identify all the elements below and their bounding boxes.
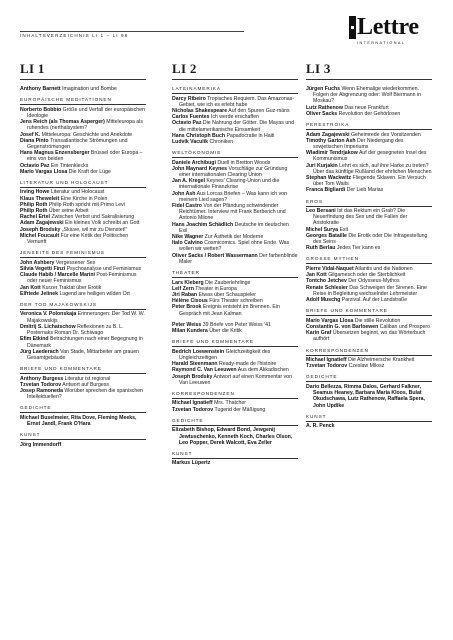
entry-title: Größe und Verfall der europäischen Ideologie (27, 106, 145, 119)
entry-author: Jürg Laederach (20, 348, 59, 355)
toc-entry (306, 423, 432, 429)
toc-entry (306, 297, 432, 303)
toc-section (20, 432, 146, 448)
toc-section (306, 374, 432, 408)
entry-title: Eine Kirche in Polen (59, 195, 108, 202)
entry-author: Milan Kundera (172, 328, 208, 334)
entry-author: Michael Ignatieff (306, 357, 347, 363)
entry-title: Worüber sprechen die spanischen Intellektuellen? (27, 388, 144, 401)
entry-title: Erinnerungen: Der Tod W. W. Majakowskijs (27, 311, 145, 324)
entry-title: Zwischen Verbot und Sakralisierung (50, 214, 135, 221)
entry-author: Raymond C. Van Leeuwen (172, 367, 237, 374)
column-li2 (172, 62, 298, 472)
section-title: GEDICHTE (20, 405, 146, 413)
entry-title: Der Niedergang des sowjetischen Imperiums (313, 137, 404, 150)
entry-author: Jens Reich (als Thomas Asperger) (20, 119, 105, 126)
toc-entry (20, 388, 146, 400)
entry-title: Revolution der Gehörlosen (337, 110, 401, 117)
entry-author: Markus Lüpertz (172, 460, 211, 467)
entry-author: Adolf Muschg (306, 296, 341, 303)
entry-author: Stephan Wackwitz (306, 174, 352, 181)
entry-title: Die Nahrung der Götter. Die Mayas und die mittelamerikanische Einsamkeit (179, 120, 294, 133)
toc-entry (306, 175, 432, 187)
entry-author: Peter Brook (172, 304, 202, 311)
entry-title: Von der Pfändung schwindender Reichtümer. Interview mit Frank Berberich und Antonio Milone (179, 203, 286, 222)
toc-entry (306, 245, 432, 251)
entry-author: Claude Habib / Marcelle Marini (20, 272, 95, 279)
toc-entry (306, 233, 432, 245)
entry-author: Veronica V. Polonskaja (20, 311, 77, 318)
toc-entry (20, 150, 146, 162)
entry-title: Van Stade, Mittarbeiter am grauen Gesamtgebäude (27, 348, 139, 361)
section-title: BRIEFE UND KOMMENTARE (306, 308, 432, 316)
section-title: KORRESPONDENZEN (306, 348, 432, 356)
index-header: INHALTSVERZEICHNIS LI 1 – LI 98 (20, 33, 129, 38)
entry-title: Czeslaw Milosz (347, 363, 385, 370)
entry-title: Antwort auf Burgess (61, 381, 109, 388)
toc-section (172, 418, 298, 446)
entry-author: Adam Zagajewski (306, 131, 350, 138)
toc-section (306, 348, 432, 370)
entry-title: Literatur und Holocaust (49, 189, 105, 196)
entry-author: A. R. Penck (306, 423, 335, 430)
toc-entry (306, 330, 432, 342)
entry-title: Der Lieb Marias (345, 187, 384, 194)
toc-section (20, 405, 146, 427)
header-rule (20, 31, 244, 32)
entry-author: Juri Kurjakin (306, 162, 338, 169)
toc-section (20, 302, 146, 361)
entry-title: Betrachtungen nach einer Begegnung in Dänemark (27, 336, 143, 349)
entry-title: 39 Briefe von Peter Weiss '41 (201, 321, 271, 328)
entry-title: Brüssel oder Europa – eins von beiden (27, 150, 143, 163)
entry-author: Tzvetan Todorov (20, 381, 62, 388)
entry-author: Timothy Garton Ash (306, 137, 356, 144)
toc-entry (172, 96, 298, 108)
section-title: KORRESPONDENZEN (172, 391, 298, 399)
entry-author: Jörg Immendorff (20, 441, 62, 448)
section-title: BRIEFE UND KOMMENTARE (172, 339, 298, 347)
entry-author: Ludvík Vaculík (172, 138, 209, 145)
entry-title: Die Zauberlehrlinge (203, 279, 251, 286)
entry-author: Georges Bataille (306, 232, 347, 239)
toc-section (306, 86, 432, 117)
entry-author: Jan Kott (20, 284, 41, 291)
entry-author: John Ash (172, 190, 196, 197)
entry-title: Reflexionen zu B. L. Posternaks Roman Dr. Schiwago (27, 323, 124, 337)
entry-title: Fliegende Sklaven. Ein Versuch über Tom Waits (313, 174, 426, 188)
entry-title: Transatlantische Strömungen und Gegenströmungen (27, 137, 128, 150)
entry-author: Philip Roth (20, 201, 48, 208)
toc-section (20, 250, 146, 297)
toc-entry (172, 203, 298, 222)
entry-author: Anthony Burgess (20, 375, 64, 382)
toc-entry (20, 349, 146, 361)
entry-author: Efim Etkind (20, 336, 49, 343)
toc-entry (172, 427, 298, 446)
toc-section (172, 150, 298, 265)
toc-entry (306, 111, 432, 117)
entry-author: Peter Weiss (172, 321, 202, 328)
entry-author: Nike Wagner (172, 234, 204, 241)
toc-entry (306, 163, 432, 175)
entry-author: Josef K. (20, 131, 41, 138)
toc-section (20, 86, 146, 92)
entry-title: Gilgamesch oder die Sterblichkeit (326, 272, 406, 279)
entry-author: Leo Bersani (306, 208, 336, 215)
entry-author: Dario Bellezza, Rimma Dalos, Gerhard Falkner, Seamus Heaney, Barbara Maria Kloos, Bulat Okudschawa, Lutz Rathenow, Raffaela Spera, John Updike (306, 383, 425, 409)
entry-author: Tzvetan Todorov (306, 363, 348, 370)
entry-title: Kurzer Traktat über Erotik (40, 284, 102, 291)
column-title: LI 1 (20, 62, 146, 80)
entry-author: Hans Magnus Enzensberger (20, 150, 90, 157)
entry-title: Psychoanalyse und Feminismus (65, 265, 142, 272)
entry-title: Auf den Spuren Guz-máns (227, 107, 290, 114)
entry-title: Ich werde erschaffen (209, 114, 259, 121)
entry-title: Tropisches Requiem. Das Amazonas-Gebiet, wie ich es erlebt habe (179, 95, 294, 108)
entry-title: Ist das Rektum ein Grab? Die Neuerfindung des Sex und die Fallen der Aristokratie (313, 208, 408, 227)
entry-title: Deutsche im deutschen Exil (179, 221, 289, 234)
entry-author: Renate Schlesier (306, 284, 348, 291)
toc-entry (20, 324, 146, 336)
entry-author: Tontcho Jetchev (306, 278, 347, 285)
toc-entry (306, 208, 432, 227)
toc-entry (306, 384, 432, 409)
entry-author: Anthony Barnett (20, 86, 61, 92)
entry-title: Aus Lorcas Briefen – Was kann ich von meinem Lied sagen? (179, 190, 287, 203)
toc-section (306, 308, 432, 342)
entry-author: Karin Graf (306, 330, 332, 337)
section-title: KUNST (20, 432, 146, 440)
entry-author: Oliver Sacks (306, 110, 338, 117)
entry-title: Mitteleuropa: Geschichte und Anekdote (40, 131, 133, 138)
entry-author: Josep Ramoneda (20, 388, 63, 395)
section-title: THEATER (172, 270, 298, 278)
toc-section (172, 391, 298, 413)
entry-title: Die Kraft der Lüge (67, 168, 111, 175)
toc-entry (172, 191, 298, 203)
toc-entry (172, 139, 298, 145)
entry-title: Etwas über Schauspieler (197, 291, 256, 298)
toc-entry (172, 349, 298, 361)
column-title: LI 2 (172, 62, 298, 80)
toc-entry (172, 240, 298, 252)
entry-author: Franca Bigliardi (306, 187, 346, 194)
entry-author: Jan Kott (306, 272, 327, 279)
entry-author: Hans Christoph Buch (172, 132, 226, 139)
entry-author: Mario Vargas Llosa (306, 317, 354, 324)
entry-author: Nicholas Shakespeare (172, 107, 228, 114)
section-title: GROSSE MYTHEN (306, 256, 432, 264)
entry-title: Gleichzeitigkeit des Ungleichzeitigen (179, 348, 271, 361)
toc-entry (20, 415, 146, 427)
entry-author: Bedrich Loewenstein (172, 348, 225, 355)
entry-author: John Ashbery (20, 259, 55, 266)
entry-title: Aus dem Akkadischen (236, 367, 289, 374)
entry-author: Octavio Paz (172, 120, 202, 127)
entry-author: Octavio Paz (20, 162, 50, 169)
toc-section (20, 180, 146, 245)
entry-title: Caliban und Prospero (378, 323, 430, 330)
entry-author: Elfriede Jelinek (20, 290, 59, 297)
toc-entry (20, 336, 146, 348)
entry-author: John Maynard Keynes (172, 165, 228, 172)
entry-author: Pierre Vidal-Naquet (306, 265, 354, 272)
toc-entry (172, 222, 298, 234)
entry-author: Joseph Brodsky (20, 226, 61, 233)
entry-title: Cosmicomics. Spiel ohne Ende. Was wollen wir wetten? (179, 240, 290, 253)
entry-author: Lutz Rathenow (306, 104, 343, 111)
section-title: EROS (306, 199, 432, 207)
entry-title: Post-Feminismus oder neuer Feminismus (27, 272, 137, 285)
entry-title: Fürs Theater schreiben (207, 298, 263, 305)
toc-entry (20, 107, 146, 119)
toc-entry (172, 407, 298, 413)
toc-entry (172, 374, 298, 386)
section-title: JENSEITS DES FEMINISMUS (20, 250, 146, 258)
toc-entry (172, 328, 298, 334)
section-title: GEDICHTE (172, 418, 298, 426)
entry-title: Ein Tintenklecks (49, 162, 89, 169)
entry-title: Atlantis und die Nationen (353, 265, 413, 272)
toc-entry (172, 166, 298, 178)
entry-author: Jan A. Kregel (172, 178, 205, 185)
entry-title: Imagination und Bombe (60, 86, 117, 92)
toc-entry (20, 311, 146, 323)
entry-author: Adam Zagajewski (20, 220, 64, 227)
entry-title: Lehrt es sich, auf ihre Harke zu treten?Über das künftige Rußland der ehrlichen Menschen (313, 162, 432, 175)
toc-section (306, 122, 432, 194)
entry-title: Die stille Revolution (353, 317, 401, 324)
entry-author: Norberto Bobbio (20, 106, 62, 113)
toc-entry (306, 363, 432, 369)
entry-author: Michael Buselmeier, Rita Dove, Fleming Meeks, Ernst Jandl, Frank O'Hara (20, 414, 137, 428)
entry-author: Darcy Ribeiro (172, 95, 206, 102)
entry-title: Literatur ist regional (63, 375, 111, 382)
entry-author: Jiri Raban (172, 291, 198, 298)
entry-title: Das neue Frankfurt (342, 104, 389, 111)
entry-title: „Skiuve, wil mir zu Dienstet!" (60, 226, 128, 233)
logo-word: Lettre (357, 14, 419, 40)
entry-title: Ein kleines Volk schreibt an Gott (63, 220, 140, 227)
toc-entry (20, 138, 146, 150)
toc-entry (172, 120, 298, 132)
section-title: BRIEFE UND KOMMENTARE (20, 366, 146, 374)
entry-author: Oliver Sacks / Robert Wassermann (172, 252, 258, 259)
entry-title: Exit (338, 226, 349, 233)
entry-title: Die Alzheimersche Krankheit (346, 357, 415, 363)
entry-title: Über die Kritik (207, 328, 242, 334)
column-li1 (20, 62, 146, 453)
entry-author: Irving Howe (20, 189, 50, 196)
toc-section (306, 199, 432, 252)
entry-author: Italo Calvino (172, 240, 203, 247)
toc-section (20, 366, 146, 400)
entry-title: Die Erotik oder Die Infragestellung des Seins (313, 232, 428, 246)
entry-author: Ruth Berlau (306, 245, 336, 252)
toc-entry (20, 233, 146, 245)
entry-title: Theater in Europa (193, 285, 237, 292)
entry-title: Geheimrede des Vorsitzenden (349, 131, 421, 138)
toc-entry (20, 86, 146, 92)
toc-section (306, 256, 432, 303)
entry-author: Hans Joachim Schädlich (172, 221, 234, 228)
toc-entry (172, 253, 298, 265)
toc-entry (172, 304, 298, 316)
entry-title: Ready-made de l'histoire (217, 361, 277, 368)
section-title: PERESTROIKA (306, 122, 432, 130)
entry-author: Tzvetan Todorov (172, 406, 214, 413)
entry-author: Fidel Castro (172, 203, 202, 210)
entry-title: Ereignis entsteht im Brennen. Ein Gespräch mit Jean Kalman (179, 304, 280, 317)
entry-title: Das Schweigen der Sirenen. Eine Reise in Begleitung wechselnder Lehrmeister (313, 284, 427, 297)
entry-title: Papadocratie in Haiti (225, 132, 275, 139)
section-title: WELTÖKONOMIE (172, 150, 298, 158)
section-title: DER TOD MAJAKOWSKIJS (20, 302, 146, 310)
entry-author: Elizabeth Bishop, Edward Bond, Jewgenij Jewtuschenko, Kenneth Koch, Charles Olson, Leo Popper, Derek Walcott, Eva Zeller (172, 427, 293, 446)
entry-author: Dmitrij S. Lichatschow (20, 323, 76, 330)
entry-author: Michel Surya (306, 226, 339, 233)
toc-section (172, 86, 298, 145)
entry-title: Tugend der Mäßigung (213, 406, 266, 413)
section-title: LATEINAMERIKA (172, 86, 298, 94)
toc-section (20, 97, 146, 175)
logo-subtitle: INTERNATIONAL (357, 41, 406, 45)
toc-entry (20, 119, 146, 131)
logo-mark-icon (349, 16, 356, 39)
entry-author: Mario Vargas Llosa (20, 168, 68, 175)
entry-title: Duell in Bretton Woods (215, 159, 271, 166)
toc-entry (306, 150, 432, 162)
section-title: KUNST (306, 414, 432, 422)
toc-entry (306, 187, 432, 193)
entry-title: Chroniken (208, 138, 234, 145)
section-title: LITERATUR UND HOLOCAUST (20, 180, 146, 188)
entry-title: Übersetzen beginnt, wo das Wörterbuch aufhört (313, 330, 426, 343)
entry-author: Daniele Archibugi (172, 159, 216, 166)
column-li3 (306, 62, 432, 434)
entry-author: Carlos Fuentes (172, 114, 210, 121)
toc-entry (20, 291, 146, 297)
entry-title: Mitteleuropa als ruhendes (nerthalsystem? (27, 119, 143, 132)
toc-section (172, 270, 298, 317)
toc-entry (306, 138, 432, 150)
entry-author: Rachel Ertel (20, 214, 50, 221)
section-title: EUROPÄISCHE MEDITATIONEN (20, 97, 146, 105)
entry-title: Jedes Tier kann es (335, 245, 381, 252)
toc-entry (172, 460, 298, 466)
toc-section (172, 451, 298, 467)
toc-entry (172, 178, 298, 190)
entry-title: Vergessener Sex (54, 259, 96, 266)
entry-title: Wenn Ehemalige wiederkommen. Folgen der Abgrenzung oder: Wolf Biermann in Moskau? (313, 86, 422, 105)
entry-author: Jürgen Fuchs (306, 86, 341, 92)
toc-entry (306, 285, 432, 297)
entry-title: Zur Ästhetik der Moderne (203, 234, 264, 241)
toc-section (306, 414, 432, 430)
entry-author: Constantin G. von Barloewen (306, 323, 379, 330)
toc-entry (306, 86, 432, 105)
entry-title: Keynes' Clearing-Union und die internationale Finanzkrise (179, 178, 280, 191)
toc-entry (20, 272, 146, 284)
entry-title: Über seine Arbeit (47, 208, 89, 215)
entry-title: Vorschläge zur Gründung einer internationalen Clearing Union (179, 165, 288, 179)
column-title: LI 3 (306, 62, 432, 80)
entry-author: Leif Zern (172, 285, 194, 292)
entry-title: Lugend are heiligen wilden Ort (58, 290, 130, 297)
entry-author: Hélène Cixous (172, 298, 208, 305)
entry-author: Klaus Theweleit (20, 195, 60, 202)
toc-section (172, 339, 298, 386)
entry-title: Philip Roth spricht mit Primo Levi (47, 201, 125, 208)
entry-title: Der Odysseus-Mythos (346, 278, 400, 285)
entry-author: Silvia Vegetti Finzi (20, 265, 66, 272)
entry-title: Der farbenblinde Maler (179, 252, 298, 265)
entry-author: Lars Kleberg (172, 279, 204, 286)
entry-author: Michael Ignatieff (172, 400, 213, 407)
section-title: GEDICHTE (306, 374, 432, 382)
entry-author: Philip Roth (20, 208, 48, 215)
entry-title: Parzival. Auf der Landstraße (340, 296, 408, 303)
entry-author: Harald Steenmann (172, 361, 218, 368)
entry-author: Joseph Brodsky (172, 373, 213, 380)
entry-title: Antwort auf einen Kommentar von Van Leeuwen (179, 373, 292, 386)
toc-entry (20, 169, 146, 175)
lettre-logo (349, 16, 441, 56)
toc-entry (20, 442, 146, 448)
entry-title: Für eine Kritik der Politischen Vernunft (27, 232, 129, 246)
toc-section (172, 322, 298, 334)
entry-author: Diana Pinto (20, 137, 49, 144)
entry-title: Auf der gesegneten Insel des Kommunismus (313, 150, 427, 163)
section-title: KUNST (172, 451, 298, 459)
entry-author: Wladimir Tendrjakow (306, 150, 358, 157)
entry-author: Michel Foucault (20, 232, 60, 239)
entry-title: Mrs. Thatcher (212, 400, 246, 407)
